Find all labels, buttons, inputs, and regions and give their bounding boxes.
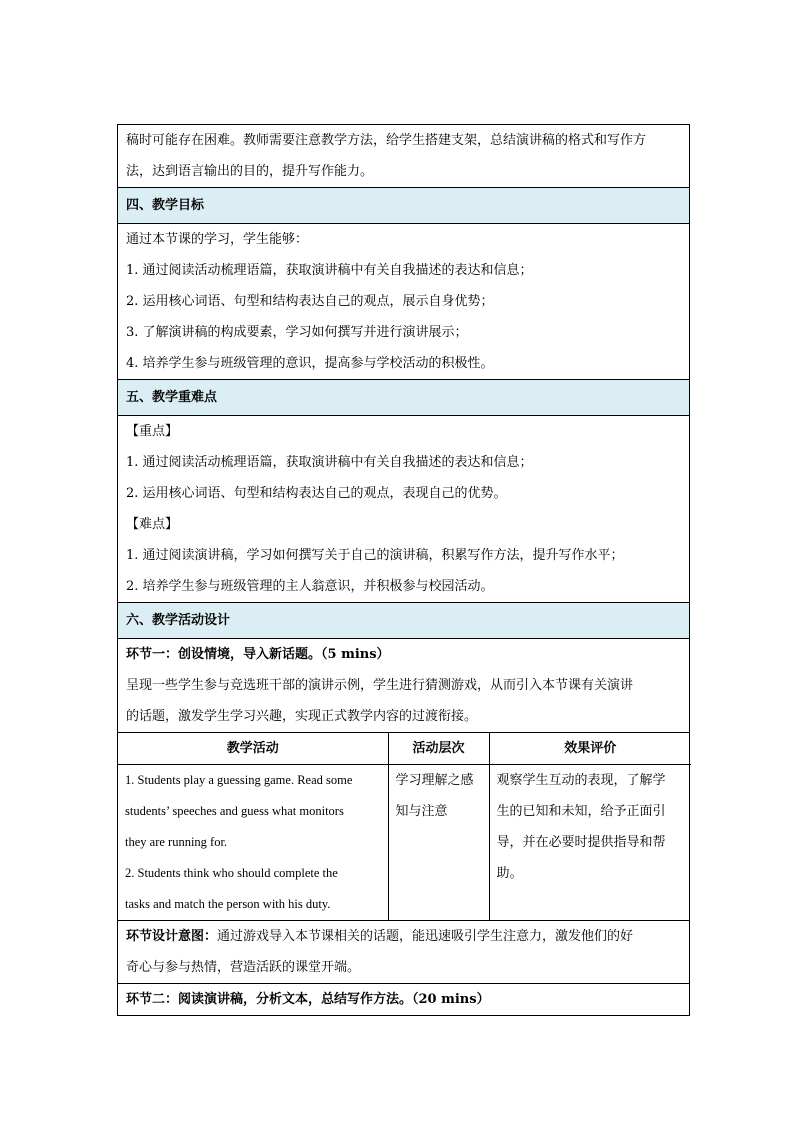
design-intent-row [118, 921, 690, 984]
section4-intro: 通过本节课的学习，学生能够： [126, 232, 309, 247]
intro-cell [118, 125, 690, 188]
section5-header-row [118, 380, 690, 416]
step1-desc-line-1: 呈现一些学生参与竞选班干部的演讲示例，学生进行猜测游戏，从而引入本节课有关演讲 [126, 678, 634, 693]
header-activity-level: 活动层次 [388, 733, 489, 765]
section4-item-1: 1. 通过阅读活动梳理语篇，获取演讲稿中有关自我描述的表达和信息； [126, 263, 533, 278]
eval-line-2: 生的已知和未知，给予正面引 [496, 804, 666, 819]
activity-table-body [118, 765, 691, 921]
intro-line-2: 法，达到语言输出的目的，提升写作能力。 [126, 164, 374, 179]
key-point-1: 1. 通过阅读活动梳理语篇，获取演讲稿中有关自我描述的表达和信息； [126, 455, 533, 470]
step1-desc-line-2: 的话题，激发学生学习兴趣，实现正式教学内容的过渡衔接。 [126, 709, 478, 724]
activity-table-row [118, 733, 690, 921]
eval-line-1: 观察学生互动的表现，了解学 [496, 773, 666, 788]
design-intent-cell [118, 921, 690, 984]
header-teaching-activity: 教学活动 [118, 733, 388, 765]
level-line-2: 知与注意 [395, 804, 448, 819]
activity-line-4: 2. Students think who should complete the [125, 866, 338, 880]
step2-title: 环节二：阅读演讲稿，分析文本，总结写作方法。（20 mins） [126, 992, 490, 1007]
activity-line-2: students’ speeches and guess what monitors [125, 804, 344, 818]
document-page [117, 124, 690, 1016]
activity-line-1: 1. Students play a guessing game. Read some [125, 773, 353, 787]
section4-title: 四、教学目标 [118, 188, 690, 224]
step1-cell [118, 639, 690, 733]
design-intent-line-1: 通过游戏导入本节课相关的话题，能迅速吸引学生注意力，激发他们的好 [217, 929, 634, 944]
activity-table-cell [118, 733, 690, 921]
section4-body [118, 224, 690, 380]
section4-header-row [118, 188, 690, 224]
activity-table [118, 733, 691, 920]
section4-item-3: 3. 了解演讲稿的构成要素，学习如何撰写并进行演讲展示； [126, 325, 468, 340]
design-intent-line-2: 奇心与参与热情，营造活跃的课堂开端。 [126, 960, 361, 975]
header-effect-evaluation: 效果评价 [489, 733, 691, 765]
section5-body [118, 416, 690, 603]
intro-line-1: 稿时可能存在困难。教师需要注意教学方法，给学生搭建支架，总结演讲稿的格式和写作方 [126, 133, 647, 148]
lesson-plan-table [117, 124, 690, 1016]
step2-row [118, 984, 690, 1016]
intro-row [118, 125, 690, 188]
section5-body-row [118, 416, 690, 603]
section5-title: 五、教学重难点 [118, 380, 690, 416]
step1-title: 环节一：创设情境，导入新话题。（5 mins） [126, 647, 390, 662]
key-points-label: 【重点】 [126, 424, 179, 439]
difficult-points-label: 【难点】 [126, 517, 179, 532]
section6-title: 六、教学活动设计 [118, 603, 690, 639]
section4-item-2: 2. 运用核心词语、句型和结构表达自己的观点，展示自身优势； [126, 294, 494, 309]
eval-line-3: 导，并在必要时提供指导和帮 [496, 835, 666, 850]
difficult-point-1: 1. 通过阅读演讲稿，学习如何撰写关于自己的演讲稿，积累写作方法，提升写作水平； [126, 548, 624, 563]
step2-cell [118, 984, 690, 1016]
evaluation-cell [489, 765, 691, 921]
section6-header-row [118, 603, 690, 639]
activity-table-header [118, 733, 691, 765]
step1-row [118, 639, 690, 733]
activity-cell [118, 765, 388, 921]
key-point-2: 2. 运用核心词语、句型和结构表达自己的观点，表现自己的优势。 [126, 486, 507, 501]
design-intent-label: 环节设计意图： [126, 929, 218, 944]
activity-line-3: they are running for. [125, 835, 228, 849]
difficult-point-2: 2. 培养学生参与班级管理的主人翁意识，并积极参与校园活动。 [126, 579, 494, 594]
level-line-1: 学习理解之感 [395, 773, 474, 788]
eval-line-4: 助。 [496, 866, 523, 881]
level-cell [388, 765, 489, 921]
section4-body-row [118, 224, 690, 380]
activity-line-5: tasks and match the person with his duty. [125, 897, 331, 911]
section4-item-4: 4. 培养学生参与班级管理的意识，提高参与学校活动的积极性。 [126, 356, 494, 371]
